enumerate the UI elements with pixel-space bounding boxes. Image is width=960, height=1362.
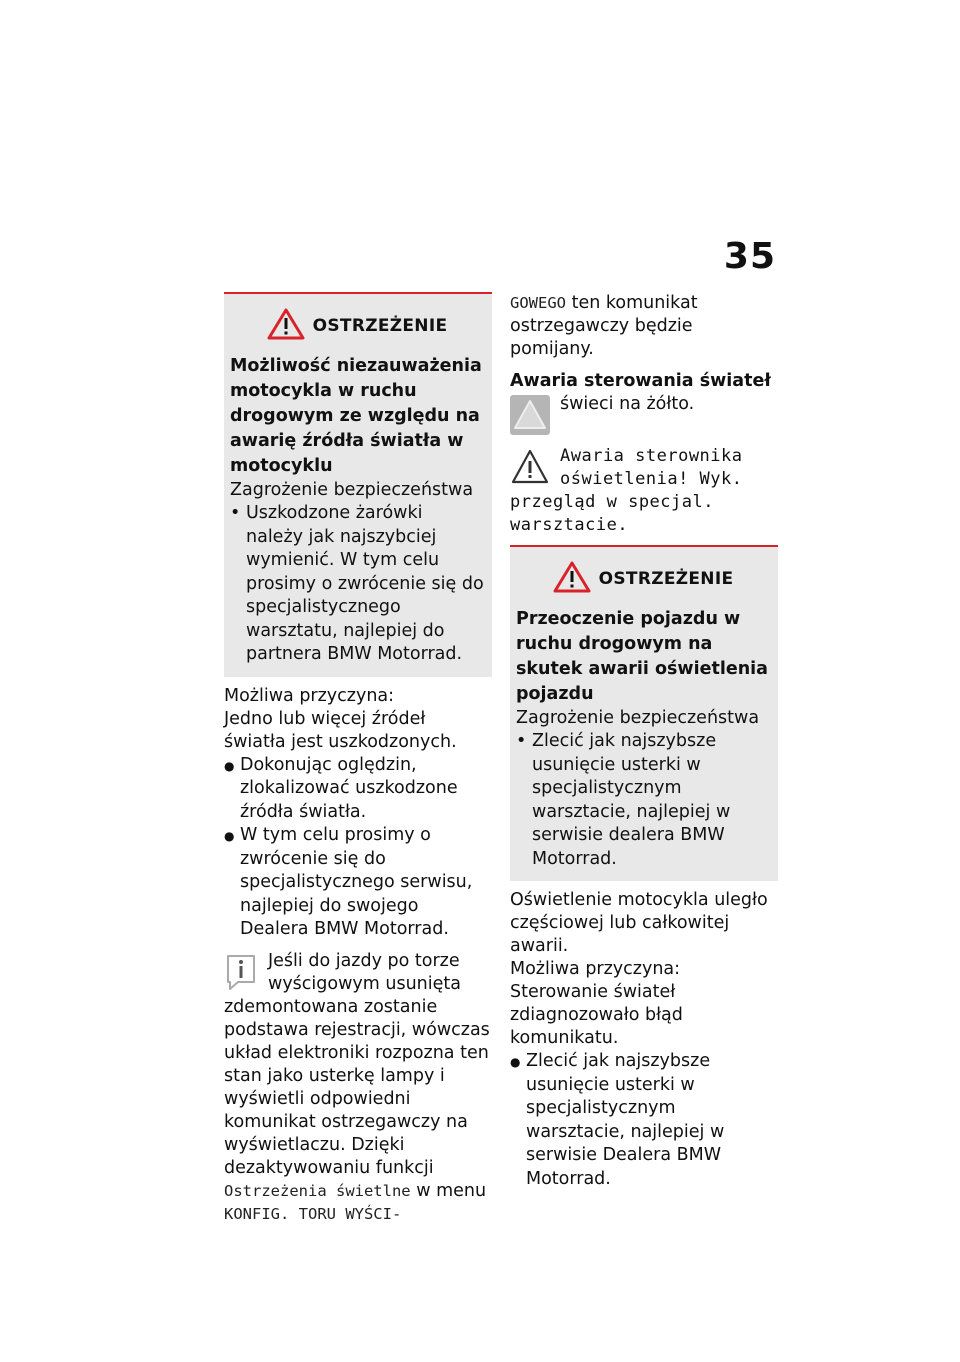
right-column <box>510 292 778 1191</box>
warning-triangle-icon <box>553 561 591 597</box>
list-item: ● Zlecić jak najszybsze usunięcie usterki w specjalistycznym warsztacie, najlepiej w serwisie Dealera BMW Motorrad. <box>510 1050 778 1191</box>
page-number: 35 <box>723 236 776 277</box>
display-message: Awaria sterownika oświetlenia! Wyk. przegląd w specjal. warsztacie. <box>510 446 743 535</box>
menu-name-cont: GOWEGO <box>510 294 566 312</box>
cause-text: Sterowanie świateł zdiagnozowało błąd komunikatu. <box>510 982 683 1048</box>
info-text-2: w menu <box>416 1180 487 1201</box>
warning-bullet: • Zlecić jak najszybsze usunięcie usterki w specjalistycznym warsztacie, najlepiej w serwisie dealera BMW Motorrad. <box>516 730 770 871</box>
warning-hazard: Zagrożenie bezpieczeństwa <box>230 480 474 500</box>
continued-text <box>510 292 778 361</box>
info-text: Jeśli do jazdy po torze wyścigowym usunięta zdemontowana zostanie podstawa rejestracji, wówczas układ elektroniki rozpozna ten stan jako usterkę lampy i wyświetli odpowiedni komunikat ostrzegawczy na wyświetlaczu. Dzięki dezaktywowaniu funkcji <box>224 950 490 1178</box>
warning-header <box>516 561 770 597</box>
warning-box <box>224 292 492 677</box>
status-text: Oświetlenie motocykla uległo częściowej lub całkowitej awarii. <box>510 890 768 956</box>
warning-heading: Przeoczenie pojazdu w ruchu drogowym na skutek awarii oświetlenia pojazdu <box>516 609 768 704</box>
warning-heading: Możliwość niezauważenia motocykla w ruchu drogowym ze względu na awarię źródła światła w motocyklu <box>230 356 482 476</box>
info-note <box>224 950 492 1226</box>
list-item: ● W tym celu prosimy o zwrócenie się do specjalistycznego serwisu, najlepiej do swojego Dealera BMW Motorrad. <box>224 824 492 942</box>
warning-box <box>510 545 778 881</box>
display-message-block <box>510 445 778 537</box>
warning-header <box>230 308 484 344</box>
indicator-triangle-icon <box>510 395 550 435</box>
warning-title: OSTRZEŻENIE <box>312 316 448 336</box>
info-icon <box>224 952 258 992</box>
section-heading: Awaria sterowania świateł <box>510 371 771 391</box>
info-menu-name: KONFIG. TORU WYŚCI- <box>224 1204 402 1223</box>
cause-label: Możliwa przyczyna: <box>224 685 395 706</box>
indicator-line <box>510 393 778 437</box>
warning-bullet: • Uszkodzone żarówki należy jak najszybciej wymienić. W tym celu prosimy o zwrócenie się do specjalistycznego warsztatu, najlepiej do partnera BMW Motorrad. <box>230 502 484 667</box>
warning-triangle-icon <box>267 308 305 344</box>
cause-label: Możliwa przyczyna: <box>510 959 681 979</box>
info-function-name: Ostrzeżenia świetlne <box>224 1181 411 1200</box>
indicator-text: świeci na żółto. <box>560 394 695 414</box>
display-triangle-icon <box>510 447 550 487</box>
warning-title: OSTRZEŻENIE <box>598 569 734 589</box>
left-column <box>224 292 492 1226</box>
warning-hazard: Zagrożenie bezpieczeństwa <box>516 708 760 728</box>
list-item: ● Dokonując oględzin, zlokalizować uszkodzone źródła światła. <box>224 754 492 825</box>
cause-text: Jedno lub więcej źródeł światła jest uszkodzonych. <box>224 708 457 752</box>
continued-sentence: ten komunikat ostrzegawczy będzie pomijany. <box>510 293 698 359</box>
